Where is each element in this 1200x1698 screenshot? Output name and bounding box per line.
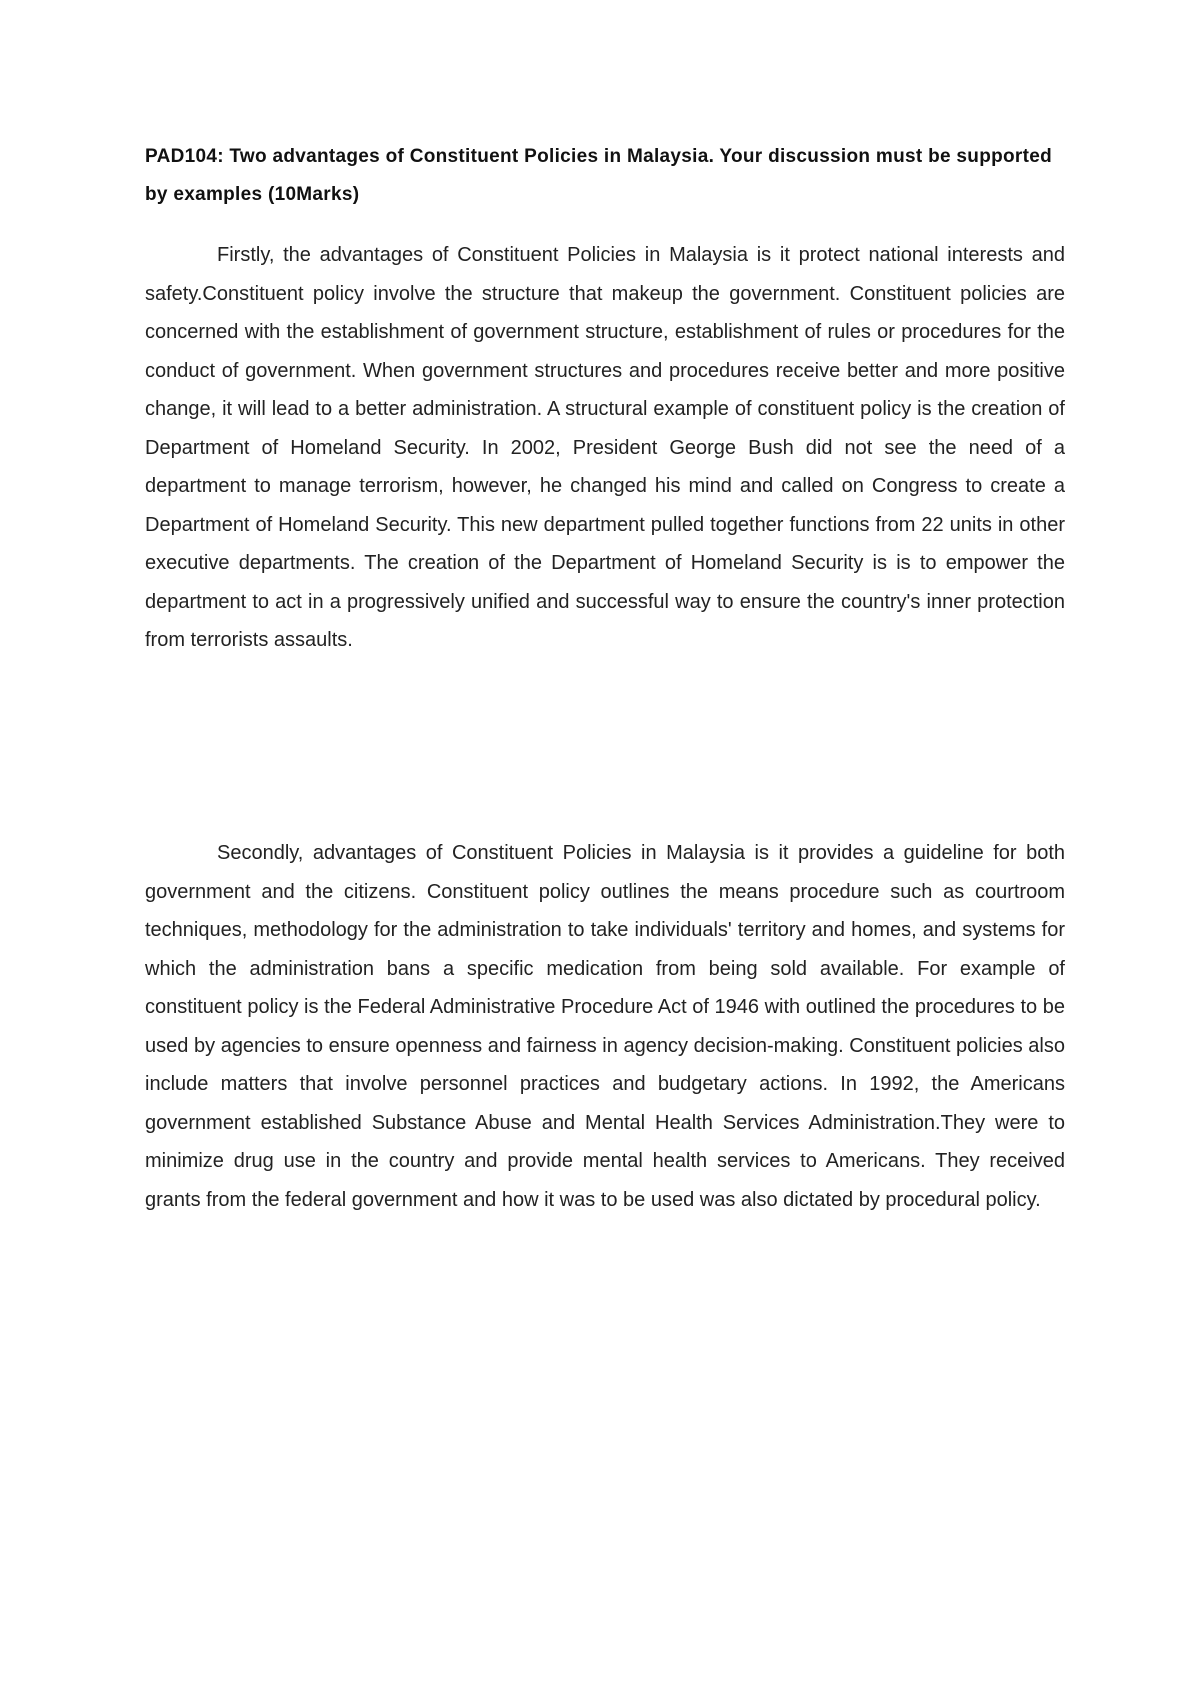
- paragraph-first-advantage: Firstly, the advantages of Constituent Policies in Malaysia is it protect national interests and safety.Constituent policy involve the structure that makeup the government. Constituent policies are concerned with the establishment of government structure, establishment of rules or procedures for the conduct of government. When government structures and procedures receive better and more positive change, it will lead to a better administration. A structural example of constituent policy is the creation of Department of Homeland Security. In 2002, President George Bush did not see the need of a department to manage terrorism, however, he changed his mind and called on Congress to create a Department of Homeland Security. This new department pulled together functions from 22 units in other executive departments. The creation of the Department of Homeland Security is is to empower the department to act in a progressively unified and successful way to ensure the country's inner protection from terrorists assaults.: [145, 244, 1065, 651]
- document-title: PAD104: Two advantages of Constituent Policies in Malaysia. Your discussion must be supported by examples (10Marks): [145, 146, 1053, 205]
- paragraph-second-advantage: Secondly, advantages of Constituent Policies in Malaysia is it provides a guideline for both government and the citizens. Constituent policy outlines the means procedure such as courtroom techniques, methodology for the administration to take individuals' territory and homes, and systems for which the administration bans a specific medication from being sold available. For example of constituent policy is the Federal Administrative Procedure Act of 1946 with outlined the procedures to be used by agencies to ensure openness and fairness in agency decision-making. Constituent policies also include matters that involve personnel practices and budgetary actions. In 1992, the Americans government established Substance Abuse and Mental Health Services Administration.They were to minimize drug use in the country and provide mental health services to Americans. They received grants from the federal government and how it was to be used was also dictated by procedural policy.: [145, 842, 1065, 1211]
